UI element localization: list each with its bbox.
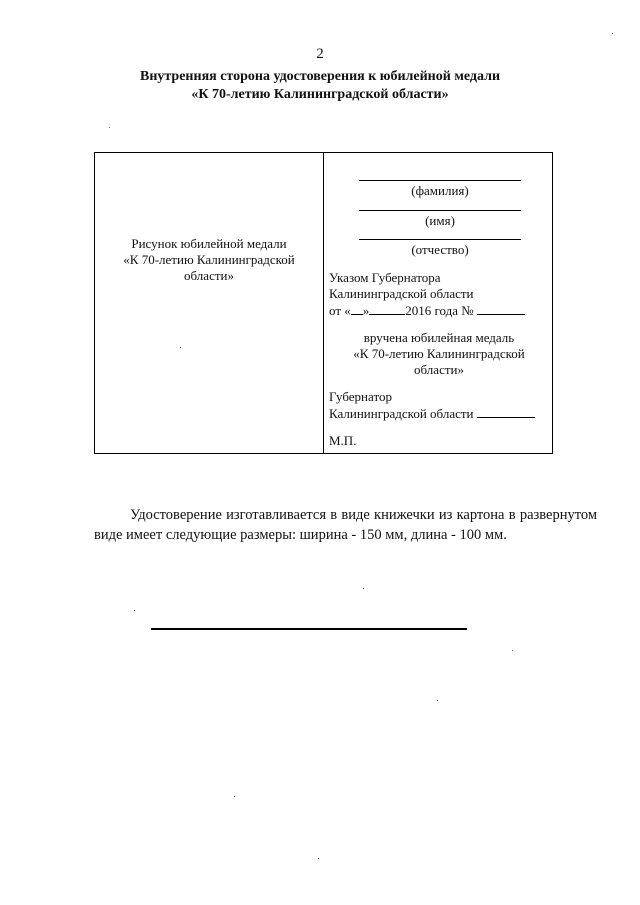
recipient-details — [325, 153, 552, 453]
decree-block — [329, 270, 525, 319]
governor-line-1: Губернатор — [329, 389, 392, 404]
decree-date-line — [329, 302, 525, 319]
awarded-line-3: области» — [414, 362, 464, 377]
awarded-line-2: «К 70-летию Калининградской — [353, 346, 525, 361]
scan-speck — [234, 796, 235, 797]
day-blank — [351, 302, 363, 315]
certificate-inner-layout — [94, 152, 553, 454]
surname-field — [359, 180, 521, 181]
awarded-line-1: вручена юбилейная медаль — [363, 330, 515, 345]
medal-image-placeholder — [95, 236, 323, 284]
decree-number-blank — [477, 302, 525, 315]
medal-caption-line-1: Рисунок юбилейной медали — [131, 236, 287, 251]
scan-speck — [318, 858, 319, 859]
stamp-place: М.П. — [329, 433, 357, 448]
decree-from: от « — [329, 303, 351, 318]
signature-blank — [477, 405, 535, 418]
scan-speck — [109, 127, 110, 128]
scan-speck — [134, 610, 135, 611]
medal-caption-line-3: области» — [184, 268, 234, 283]
month-blank — [369, 302, 405, 315]
scan-speck — [612, 33, 613, 34]
page-number: 2 — [316, 46, 324, 62]
scan-speck — [512, 650, 513, 651]
size-description: Удостоверение изготавливается в виде книжечки из картона в развернутом виде имеет следующие размеры: ширина - 150 мм, длина - 100 мм. — [94, 507, 597, 543]
decree-quote-close: » — [362, 303, 370, 318]
card-divider — [323, 153, 324, 453]
scan-speck — [363, 588, 364, 589]
surname-label: (фамилия) — [411, 183, 469, 198]
patronymic-label: (отчество) — [411, 242, 469, 257]
medal-caption-line-2: «К 70-летию Калининградской — [123, 252, 295, 267]
governor-line-2: Калининградской области — [329, 405, 535, 422]
patronymic-field — [359, 239, 521, 240]
decree-line-2: Калининградской области — [329, 286, 474, 301]
scan-speck — [180, 347, 181, 348]
title-line-2: «К 70-летию Калининградской области» — [191, 87, 449, 102]
document-title — [0, 68, 640, 104]
name-label: (имя) — [425, 213, 455, 228]
title-line-1: Внутренняя сторона удостоверения к юбилейной медали — [139, 69, 501, 84]
decree-year: 2016 года № — [405, 303, 474, 318]
decree-line-1: Указом Губернатора — [329, 270, 441, 285]
name-field — [359, 210, 521, 211]
governor-signature-block — [329, 389, 535, 422]
closing-rule — [151, 628, 467, 630]
awarded-block — [329, 330, 549, 378]
scan-speck — [437, 700, 438, 701]
